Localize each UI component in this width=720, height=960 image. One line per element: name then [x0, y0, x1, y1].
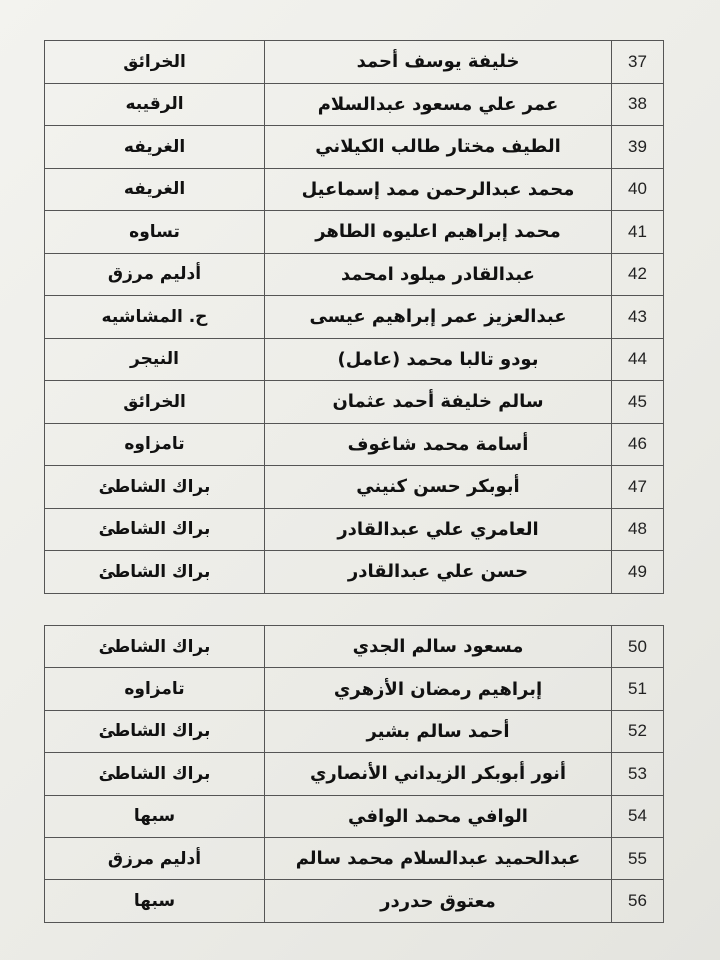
table-row	[45, 253, 664, 296]
row-number-cell: 52	[612, 710, 664, 752]
name-cell: عبدالعزيز عمر إبراهيم عيسى	[265, 296, 612, 339]
name-cell: أنور أبوبكر الزيداني الأنصاري	[265, 753, 612, 795]
row-number-cell: 53	[612, 753, 664, 795]
row-number-cell: 51	[612, 668, 664, 710]
name-cell: سالم خليفة أحمد عثمان	[265, 381, 612, 424]
row-number-cell: 40	[612, 168, 664, 211]
name-cell: الوافي محمد الوافي	[265, 795, 612, 837]
place-cell: الخرائق	[45, 41, 265, 84]
table-row	[45, 126, 664, 169]
place-cell: سبها	[45, 880, 265, 922]
place-cell: الخرائق	[45, 381, 265, 424]
table-row	[45, 338, 664, 381]
place-cell: براك الشاطئ	[45, 753, 265, 795]
table-row	[45, 83, 664, 126]
row-number-cell: 41	[612, 211, 664, 254]
roster-table-2	[44, 625, 664, 923]
place-cell: الرقيبه	[45, 83, 265, 126]
name-cell: أحمد سالم بشير	[265, 710, 612, 752]
place-cell: تساوه	[45, 211, 265, 254]
name-cell: عبدالحميد عبدالسلام محمد سالم	[265, 837, 612, 879]
name-cell: أسامة محمد شاغوف	[265, 423, 612, 466]
place-cell: براك الشاطئ	[45, 508, 265, 551]
row-number-cell: 54	[612, 795, 664, 837]
table-row	[45, 168, 664, 211]
table-row	[45, 710, 664, 752]
name-cell: محمد عبدالرحمن ممد إسماعيل	[265, 168, 612, 211]
place-cell: براك الشاطئ	[45, 626, 265, 668]
name-cell: معتوق حدردر	[265, 880, 612, 922]
name-cell: بودو تالبا محمد (عامل)	[265, 338, 612, 381]
row-number-cell: 42	[612, 253, 664, 296]
row-number-cell: 44	[612, 338, 664, 381]
place-cell: براك الشاطئ	[45, 466, 265, 509]
place-cell: الغريفه	[45, 168, 265, 211]
name-cell: الطيف مختار طالب الكيلاني	[265, 126, 612, 169]
row-number-cell: 48	[612, 508, 664, 551]
table-row	[45, 296, 664, 339]
row-number-cell: 43	[612, 296, 664, 339]
row-number-cell: 39	[612, 126, 664, 169]
name-cell: عبدالقادر ميلود امحمد	[265, 253, 612, 296]
row-number-cell: 46	[612, 423, 664, 466]
table-row	[45, 753, 664, 795]
name-cell: مسعود سالم الجدي	[265, 626, 612, 668]
table-row	[45, 381, 664, 424]
place-cell: ح. المشاشيه	[45, 296, 265, 339]
place-cell: الغريفه	[45, 126, 265, 169]
table-row	[45, 551, 664, 594]
table-row	[45, 423, 664, 466]
table-row	[45, 211, 664, 254]
place-cell: أدليم مرزق	[45, 253, 265, 296]
row-number-cell: 50	[612, 626, 664, 668]
name-cell: إبراهيم رمضان الأزهري	[265, 668, 612, 710]
row-number-cell: 47	[612, 466, 664, 509]
name-cell: أبوبكر حسن كنيني	[265, 466, 612, 509]
place-cell: براك الشاطئ	[45, 710, 265, 752]
roster-table-1	[44, 40, 664, 594]
table-row	[45, 880, 664, 922]
table-row	[45, 837, 664, 879]
row-number-cell: 55	[612, 837, 664, 879]
name-cell: خليفة يوسف أحمد	[265, 41, 612, 84]
table-row	[45, 41, 664, 84]
place-cell: تامزاوه	[45, 423, 265, 466]
place-cell: تامزاوه	[45, 668, 265, 710]
name-cell: حسن علي عبدالقادر	[265, 551, 612, 594]
name-cell: محمد إبراهيم اعليوه الطاهر	[265, 211, 612, 254]
row-number-cell: 37	[612, 41, 664, 84]
row-number-cell: 45	[612, 381, 664, 424]
place-cell: النيجر	[45, 338, 265, 381]
table-row	[45, 795, 664, 837]
row-number-cell: 49	[612, 551, 664, 594]
row-number-cell: 38	[612, 83, 664, 126]
name-cell: العامري علي عبدالقادر	[265, 508, 612, 551]
table-row	[45, 508, 664, 551]
row-number-cell: 56	[612, 880, 664, 922]
table-row	[45, 626, 664, 668]
table-row	[45, 668, 664, 710]
table-row	[45, 466, 664, 509]
place-cell: أدليم مرزق	[45, 837, 265, 879]
place-cell: سبها	[45, 795, 265, 837]
place-cell: براك الشاطئ	[45, 551, 265, 594]
name-cell: عمر علي مسعود عبدالسلام	[265, 83, 612, 126]
